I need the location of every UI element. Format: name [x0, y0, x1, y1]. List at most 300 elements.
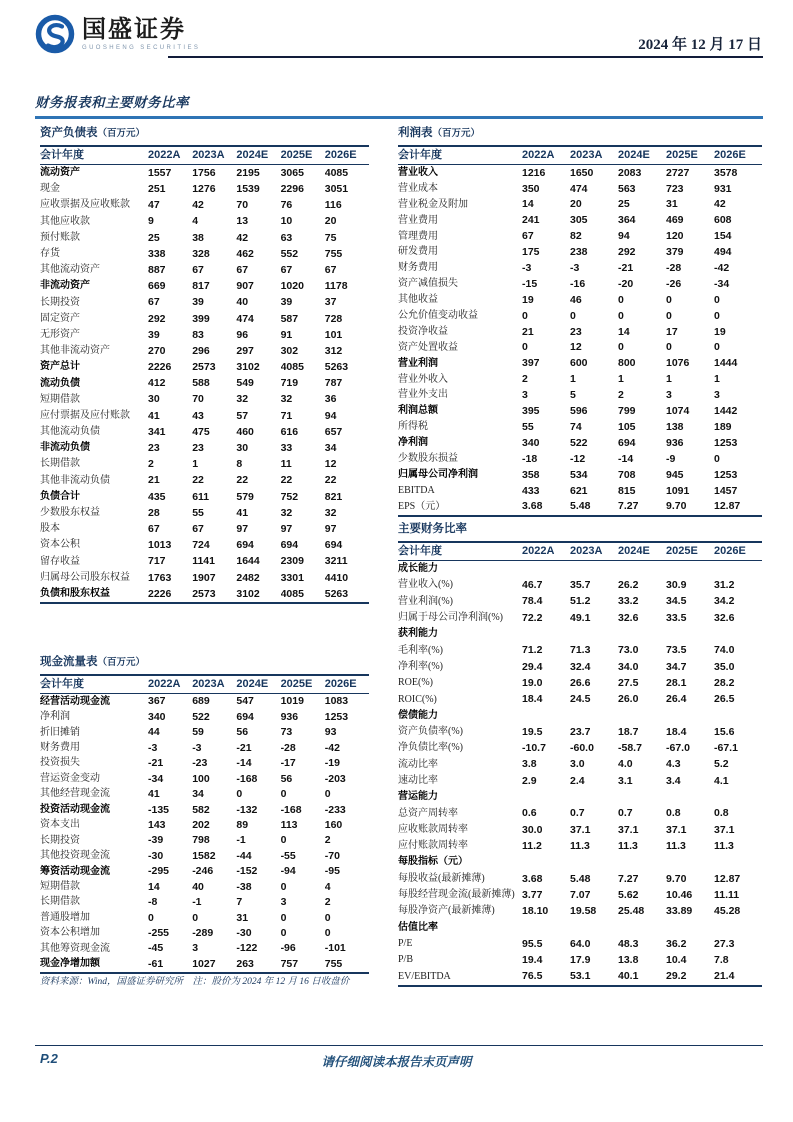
income-statement-title	[398, 126, 762, 145]
table-row	[40, 537, 369, 553]
cell-value: -3	[148, 741, 158, 754]
cell-value: 907	[236, 280, 254, 293]
table-row	[40, 554, 369, 570]
table-row	[398, 740, 762, 756]
table-title-unit: （百万元）	[432, 129, 481, 139]
cell-value: 522	[570, 436, 588, 449]
row-label: 无形资产	[40, 328, 80, 340]
table-row	[40, 327, 369, 343]
cell-value: 435	[148, 490, 166, 503]
cell-value: 0.8	[666, 807, 681, 820]
cell-value: 0	[666, 341, 672, 354]
cell-value: 0	[280, 880, 287, 893]
row-label: 每股指标（元）	[398, 856, 468, 868]
cell-value: 4.3	[666, 758, 681, 771]
cell-value: 412	[148, 377, 166, 390]
cell-value: 1457	[714, 484, 738, 497]
row-label: 投资净收益	[398, 325, 448, 337]
row-label: 投资损失	[40, 757, 80, 769]
cell-value: 4410	[324, 571, 349, 584]
table-row	[398, 659, 762, 675]
cell-value: 1644	[236, 555, 260, 568]
cell-value: 1020	[280, 280, 304, 293]
cell-value: 31	[666, 198, 678, 211]
row-label: 流动资产	[40, 167, 80, 179]
column-header: 2023A	[192, 675, 236, 694]
cell-value: 97	[324, 522, 337, 535]
cell-value: 11.3	[570, 839, 590, 852]
balance-sheet-title	[40, 126, 369, 145]
table-row	[398, 610, 762, 626]
cell-value: 40	[192, 880, 204, 893]
row-label: 资本公积	[40, 539, 80, 551]
table-row	[40, 956, 369, 972]
row-label: 应收票据及应收账款	[40, 199, 130, 211]
cell-value: 46.7	[522, 579, 543, 592]
cell-value: 25.48	[618, 905, 645, 918]
row-label: 公允价值变动收益	[398, 309, 478, 321]
table-row	[398, 165, 762, 181]
cell-value: -34	[714, 277, 730, 290]
cell-value: 34	[192, 788, 204, 801]
cell-value: 29.2	[666, 970, 687, 983]
cell-value: 37.1	[666, 823, 687, 836]
cell-value: 11.3	[714, 839, 734, 852]
cell-value: 113	[280, 818, 298, 831]
cell-value: 91	[280, 328, 293, 341]
cell-value: 475	[192, 425, 210, 438]
cell-value: 1253	[324, 710, 349, 723]
cell-value: 26.0	[618, 693, 639, 706]
cell-value: -20	[618, 277, 634, 290]
row-label: 投资活动现金流	[40, 803, 110, 815]
row-label: 净利润	[40, 711, 70, 723]
cell-value: 3102	[236, 361, 260, 374]
cell-value: 4085	[280, 361, 304, 374]
table-row	[40, 473, 369, 489]
cell-value: 7.8	[714, 954, 729, 967]
cell-value: 547	[236, 695, 254, 708]
cell-value: 3	[666, 389, 672, 402]
cell-value: 367	[148, 695, 166, 708]
cell-value: 0	[618, 309, 624, 322]
cell-value: 32.6	[714, 611, 735, 624]
cell-value: 341	[148, 425, 166, 438]
table-row	[40, 359, 369, 375]
cell-value: 1763	[148, 571, 172, 584]
cell-value: 815	[618, 484, 636, 497]
cell-value: -18	[522, 452, 538, 465]
table-row	[40, 214, 369, 230]
cell-value: 202	[192, 818, 210, 831]
cell-value: 936	[666, 436, 684, 449]
cell-value: 364	[618, 214, 636, 227]
balance-sheet-block	[40, 126, 369, 604]
column-header: 2026E	[714, 542, 762, 561]
cell-value: -168	[236, 772, 258, 785]
table-row	[40, 848, 369, 863]
cell-value: -94	[280, 865, 296, 878]
cell-value: 2309	[280, 555, 304, 568]
cell-value: -60.0	[570, 742, 594, 755]
table-row	[398, 403, 762, 419]
table-row	[398, 356, 762, 372]
cell-value: -30	[236, 927, 252, 940]
cell-value: 3.0	[570, 758, 585, 771]
cell-value: 4	[324, 880, 331, 893]
cell-value: 11.2	[522, 839, 542, 852]
row-label: 偿债能力	[398, 709, 438, 721]
balance-sheet-table	[40, 145, 369, 604]
cell-value: 5.48	[570, 872, 591, 885]
cell-value: -23	[192, 757, 208, 770]
column-header: 2023A	[570, 542, 618, 561]
cell-value: 0	[192, 911, 199, 924]
cell-value: 36.2	[666, 937, 687, 950]
cell-value: 3.4	[666, 774, 681, 787]
cell-value: 469	[666, 214, 684, 227]
cell-value: 31.2	[714, 579, 735, 592]
table-title-text: 利润表	[398, 127, 433, 139]
cell-value: 328	[192, 247, 210, 260]
row-label: 长期借款	[40, 896, 80, 908]
row-label: 其他非流动负债	[40, 474, 110, 486]
column-header: 2024E	[618, 146, 666, 165]
table-row	[40, 833, 369, 848]
cell-value: 694	[324, 539, 343, 552]
table-row	[40, 818, 369, 833]
cell-value: 51.2	[570, 595, 591, 608]
cell-value: 719	[280, 377, 299, 390]
cell-value: 56	[280, 772, 293, 785]
row-label: 短期借款	[40, 393, 80, 405]
row-label: 少数股东权益	[40, 507, 100, 519]
cell-value: 11.3	[666, 839, 686, 852]
cell-value: 931	[714, 182, 732, 195]
table-row	[398, 805, 762, 821]
row-label: P/B	[398, 954, 414, 966]
cell-value: 2727	[666, 166, 690, 179]
section-title: 财务报表和主要财务比率	[35, 95, 189, 110]
cell-value: 95.5	[522, 937, 543, 950]
table-row	[398, 260, 762, 276]
table-row	[398, 213, 762, 229]
cell-value: 694	[236, 710, 254, 723]
guosheng-logo-icon	[35, 14, 75, 54]
financial-ratios-block	[398, 522, 762, 987]
row-label: ROIC(%)	[398, 693, 437, 705]
cell-value: -55	[280, 849, 296, 862]
row-label: 所得税	[398, 421, 428, 433]
cell-value: 39	[148, 328, 160, 341]
cell-value: 723	[666, 182, 684, 195]
table-row	[40, 864, 369, 879]
row-label: 净负债比率(%)	[398, 742, 463, 754]
row-label: 长期投资	[40, 834, 80, 846]
cell-value: 19.0	[522, 676, 543, 689]
table-row	[40, 392, 369, 408]
cell-value: 71	[280, 409, 293, 422]
cell-value: 1141	[192, 555, 215, 568]
cell-value: 49.1	[570, 611, 591, 624]
cell-value: 312	[324, 344, 343, 357]
row-label: 管理费用	[398, 230, 438, 242]
table-row	[40, 802, 369, 817]
cell-value: 105	[618, 420, 636, 433]
cell-value: 67	[192, 522, 204, 535]
cell-value: 0	[522, 309, 528, 322]
cell-value: 30	[148, 393, 160, 406]
cell-value: 522	[192, 710, 210, 723]
cell-value: 120	[666, 230, 684, 243]
cell-value: 433	[522, 484, 540, 497]
cell-value: -3	[570, 262, 580, 275]
table-row	[398, 276, 762, 292]
row-label: 负债和股东权益	[40, 587, 110, 599]
cell-value: -21	[618, 262, 634, 275]
cell-value: 474	[570, 182, 588, 195]
row-label: 营业收入(%)	[398, 579, 453, 591]
table-row	[40, 343, 369, 359]
cell-value: 1	[666, 373, 672, 386]
cell-value: 138	[666, 420, 684, 433]
cell-value: 1253	[714, 468, 738, 481]
cell-value: 1756	[192, 166, 216, 179]
table-row	[398, 675, 762, 691]
row-label: 其他筹资现金流	[40, 942, 110, 954]
cell-value: 57	[236, 409, 249, 422]
cell-value: -101	[324, 942, 346, 955]
cell-value: 25	[148, 231, 160, 244]
row-label: P/E	[398, 937, 413, 949]
cell-value: 26.2	[618, 579, 639, 592]
cell-value: 2	[618, 389, 624, 402]
row-label: 利润总额	[398, 405, 438, 417]
cell-value: -67.1	[714, 742, 738, 755]
cell-value: 379	[666, 246, 684, 259]
row-label: 营业利润(%)	[398, 595, 453, 607]
cell-value: 73.5	[666, 644, 687, 657]
cell-value: 340	[148, 710, 166, 723]
cell-value: 94	[324, 409, 337, 422]
row-label: 财务费用	[40, 742, 80, 754]
cell-value: -152	[236, 865, 258, 878]
cash-flow-block	[40, 655, 369, 974]
cell-value: 787	[324, 377, 343, 390]
table-row	[40, 771, 369, 786]
table-row	[398, 499, 762, 516]
cell-value: 22	[324, 474, 337, 487]
table-row	[40, 941, 369, 956]
row-label: EPS（元）	[398, 500, 446, 512]
column-header: 2024E	[236, 675, 280, 694]
cell-value: 30	[236, 442, 249, 455]
table-row	[398, 577, 762, 593]
cell-value: 7	[236, 896, 243, 909]
cell-value: 27.3	[714, 937, 735, 950]
table-row	[398, 197, 762, 213]
cell-value: 2195	[236, 166, 260, 179]
cell-value: 549	[236, 377, 254, 390]
cell-value: 17	[666, 325, 678, 338]
column-header: 2026E	[714, 146, 762, 165]
cell-value: 19.4	[522, 954, 543, 967]
column-header: 2025E	[666, 146, 714, 165]
cell-value: 936	[280, 710, 299, 723]
cell-value: 8	[236, 458, 243, 471]
table-row	[40, 278, 369, 294]
cell-value: -203	[324, 772, 346, 785]
table-row	[40, 295, 369, 311]
cell-value: 3	[280, 896, 287, 909]
cell-value: 32	[280, 393, 293, 406]
cell-value: 2573	[192, 361, 216, 374]
table-title-unit: （百万元）	[97, 658, 146, 668]
report-date: 2024 年 12 月 17 日	[638, 37, 762, 53]
cell-value: 1557	[148, 166, 172, 179]
cell-value: 2083	[618, 166, 642, 179]
column-header: 2022A	[148, 146, 192, 165]
table-row	[40, 725, 369, 740]
cell-value: 2226	[148, 587, 172, 600]
table-row	[40, 694, 369, 710]
cell-value: 35.0	[714, 660, 735, 673]
cell-value: 1539	[236, 183, 260, 196]
cell-value: -14	[236, 757, 252, 770]
cell-value: 5263	[324, 361, 349, 374]
cell-value: 10.4	[666, 954, 687, 967]
cell-value: 71.3	[570, 644, 591, 657]
page-number: P.2	[40, 1051, 58, 1066]
cell-value: 241	[522, 214, 540, 227]
cell-value: 18.4	[666, 725, 687, 738]
row-label: 留存收益	[40, 555, 80, 567]
cell-value: 3.68	[522, 500, 543, 513]
brand-header	[35, 14, 200, 54]
cell-value: 22	[280, 474, 293, 487]
cell-value: 24.5	[570, 693, 591, 706]
cell-value: 0	[714, 293, 720, 306]
cell-value: 33.2	[618, 595, 639, 608]
cell-value: 27.5	[618, 676, 639, 689]
row-label: 营业利润	[398, 357, 438, 369]
cell-value: 296	[192, 344, 210, 357]
cell-value: 340	[522, 436, 540, 449]
cell-value: 160	[324, 818, 343, 831]
cell-value: 12.87	[714, 500, 741, 513]
cell-value: 397	[522, 357, 540, 370]
cell-value: -28	[666, 262, 682, 275]
cell-value: 14	[522, 198, 534, 211]
cell-value: -12	[570, 452, 586, 465]
cell-value: 395	[522, 405, 540, 418]
row-label: 每股收益(最新摊薄)	[398, 872, 485, 884]
cell-value: 11	[280, 458, 292, 471]
row-label: 资本公积增加	[40, 927, 100, 939]
cell-value: 358	[522, 468, 540, 481]
cash-flow-title	[40, 655, 369, 674]
cell-value: 37.1	[618, 823, 639, 836]
cell-value: 821	[324, 490, 343, 503]
table-row	[40, 740, 369, 755]
row-label: 每股净资产(最新摊薄)	[398, 905, 495, 917]
table-row	[398, 724, 762, 740]
cell-value: -10.7	[522, 742, 546, 755]
cell-value: 474	[236, 312, 254, 325]
cell-value: 3051	[324, 183, 349, 196]
row-label: 毛利率(%)	[398, 644, 443, 656]
cell-value: 0	[714, 309, 720, 322]
table-row	[398, 435, 762, 451]
row-label: 其他流动负债	[40, 426, 100, 438]
cell-value: 44	[148, 726, 160, 739]
cell-value: 1582	[192, 849, 216, 862]
cell-value: 4	[192, 215, 199, 228]
row-label: 固定资产	[40, 312, 80, 324]
cell-value: 755	[324, 957, 343, 970]
table-row	[40, 895, 369, 910]
section-row	[398, 854, 762, 870]
cell-value: 0	[280, 834, 287, 847]
row-label: 财务费用	[398, 262, 438, 274]
cell-value: 657	[324, 425, 343, 438]
cell-value: 302	[280, 344, 299, 357]
row-label: 估值比率	[398, 921, 438, 933]
cell-value: -26	[666, 277, 682, 290]
cell-value: -45	[148, 942, 164, 955]
cell-value: 399	[192, 312, 210, 325]
cell-value: 23	[570, 325, 582, 338]
cell-value: 30.0	[522, 823, 543, 836]
table-row	[398, 903, 762, 919]
row-label: 短期借款	[40, 880, 80, 892]
cell-value: 55	[522, 420, 534, 433]
cell-value: 7.27	[618, 872, 639, 885]
cell-value: 292	[618, 246, 636, 259]
cell-value: 19	[714, 325, 726, 338]
table-row	[40, 424, 369, 440]
cell-value: 41	[236, 506, 249, 519]
cell-value: 47	[148, 199, 160, 212]
cell-value: 67	[280, 263, 293, 276]
cell-value: 13.8	[618, 954, 639, 967]
column-header: 2023A	[192, 146, 236, 165]
header-label: 会计年度	[398, 542, 522, 561]
cell-value: 1	[192, 458, 199, 471]
cell-value: -44	[236, 849, 252, 862]
cell-value: 694	[236, 539, 254, 552]
cell-value: 31	[236, 911, 249, 924]
cell-value: 73.0	[618, 644, 639, 657]
table-title-unit: （百万元）	[97, 129, 146, 139]
cell-value: 800	[618, 357, 636, 370]
cell-value: 1907	[192, 571, 216, 584]
header-divider	[168, 56, 763, 58]
cell-value: 34.2	[714, 595, 735, 608]
table-row	[40, 456, 369, 472]
cell-value: -34	[148, 772, 164, 785]
row-label: 筹资活动现金流	[40, 865, 110, 877]
cell-value: -122	[236, 942, 258, 955]
cell-value: 14	[618, 325, 630, 338]
table-title-text: 主要财务比率	[398, 523, 467, 535]
row-label: 其他收益	[398, 294, 438, 306]
table-row	[40, 570, 369, 586]
cell-value: -255	[148, 927, 170, 940]
table-header-row	[40, 675, 369, 694]
cell-value: 0	[666, 309, 672, 322]
row-label: 少数股东损益	[398, 452, 458, 464]
